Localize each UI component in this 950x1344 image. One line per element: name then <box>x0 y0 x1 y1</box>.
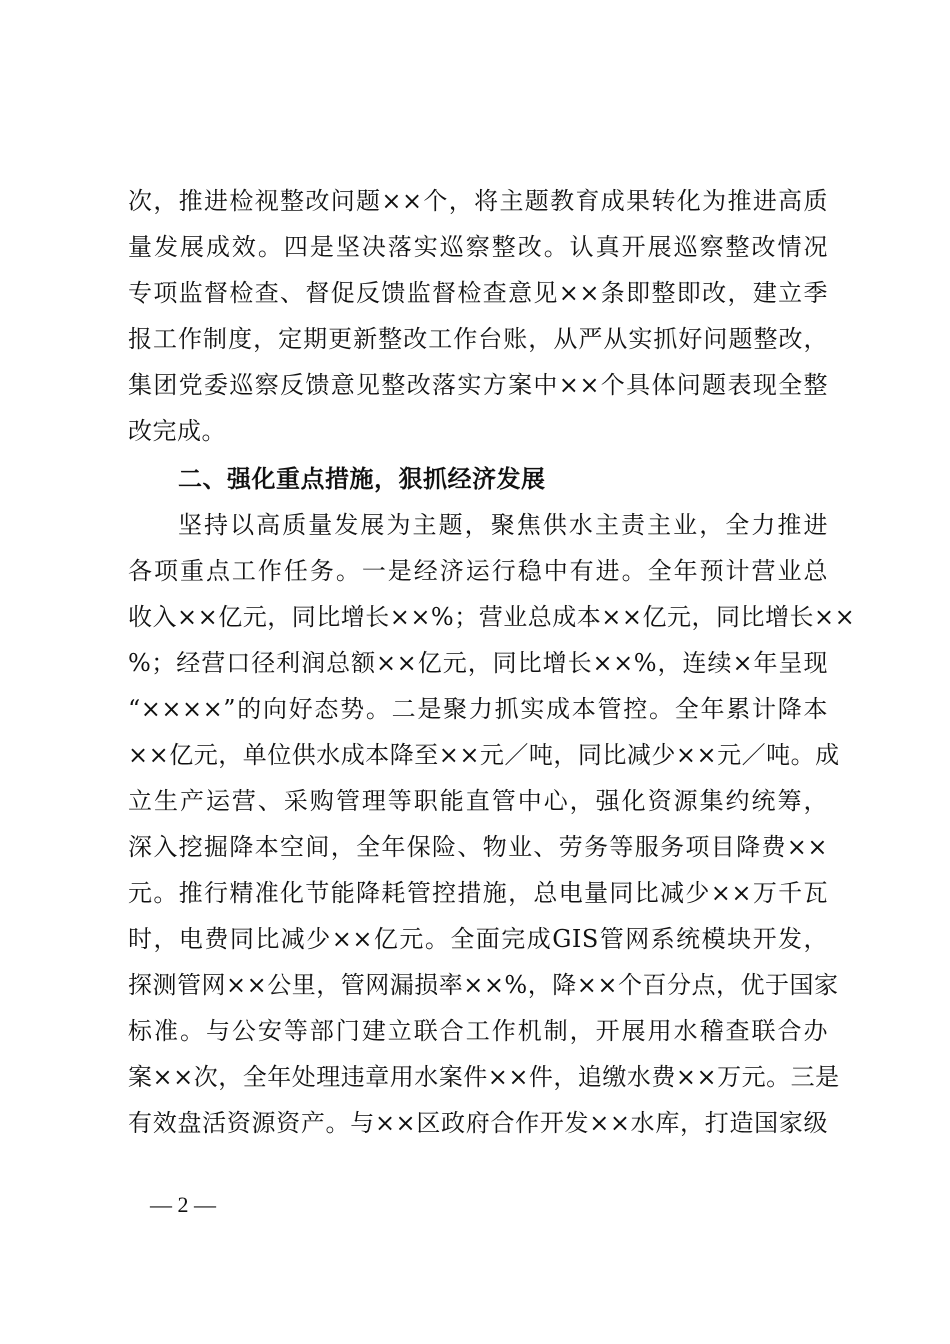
paragraph-line: 标准。与公安等部门建立联合工作机制，开展用水稽查联合办 <box>128 1017 828 1045</box>
paragraph-line: 改完成。 <box>128 417 226 445</box>
paragraph-line: “××××”的向好态势。二是聚力抓实成本管控。全年累计降本 <box>128 695 828 723</box>
paragraph-line: 次，推进检视整改问题××个，将主题教育成果转化为推进高质 <box>128 187 828 215</box>
paragraph-line: 深入挖掘降本空间，全年保险、物业、劳务等服务项目降费×× <box>128 833 828 861</box>
paragraph-line: ××亿元，单位供水成本降至××元／吨，同比减少××元／吨。成 <box>128 741 840 769</box>
paragraph-line: 各项重点工作任务。一是经济运行稳中有进。全年预计营业总 <box>128 557 828 585</box>
paragraph-line: 时，电费同比减少××亿元。全面完成GIS管网系统模块开发， <box>128 925 828 953</box>
paragraph-line: 案××次，全年处理违章用水案件××件，追缴水费××万元。三是 <box>128 1063 840 1091</box>
paragraph-line: 集团党委巡察反馈意见整改落实方案中××个具体问题表现全整 <box>128 371 828 399</box>
paragraph-line: 专项监督检查、督促反馈监督检查意见××条即整即改，建立季 <box>128 279 828 307</box>
paragraph-line: 坚持以高质量发展为主题，聚焦供水主责主业，全力推进 <box>178 511 828 539</box>
paragraph-line: 立生产运营、采购管理等职能直管中心，强化资源集约统筹， <box>128 787 828 815</box>
paragraph-line: 量发展成效。四是坚决落实巡察整改。认真开展巡察整改情况 <box>128 233 828 261</box>
paragraph-line: 元。推行精准化节能降耗管控措施，总电量同比减少××万千瓦 <box>128 879 828 907</box>
paragraph-line: 有效盘活资源资产。与××区政府合作开发××水库，打造国家级 <box>128 1109 828 1137</box>
paragraph-line: 报工作制度，定期更新整改工作台账，从严从实抓好问题整改， <box>128 325 828 353</box>
page-number: — 2 — <box>150 1192 216 1217</box>
paragraph-line: %；经营口径利润总额××亿元，同比增长××%，连续×年呈现 <box>128 649 828 677</box>
section-heading: 二、强化重点措施，狠抓经济发展 <box>178 465 546 493</box>
paragraph-line: 收入××亿元，同比增长××%；营业总成本××亿元，同比增长×× <box>128 603 856 631</box>
paragraph-line: 探测管网××公里，管网漏损率××%，降××个百分点，优于国家 <box>128 971 839 999</box>
